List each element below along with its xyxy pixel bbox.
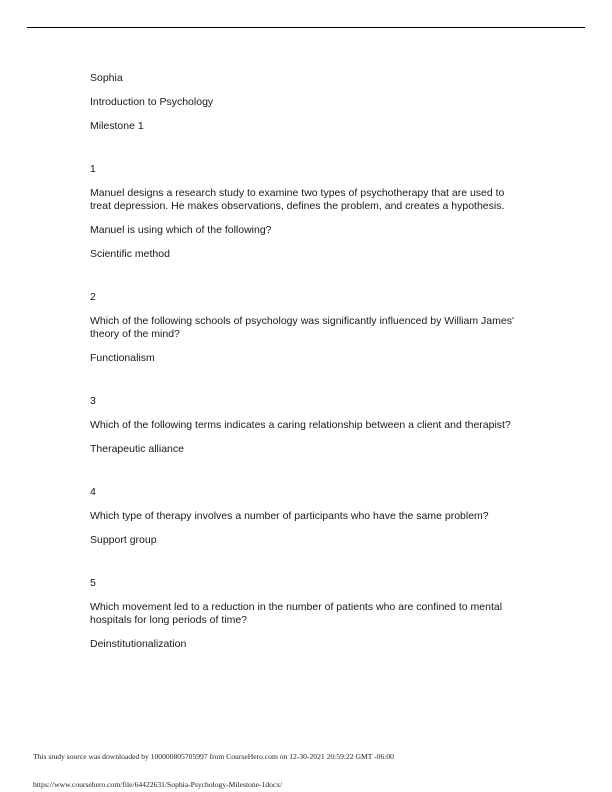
question-prompt: Manuel is using which of the following? bbox=[90, 224, 272, 236]
question-text: Which of the following terms indicates a caring relationship between a client and therapist? bbox=[90, 419, 511, 431]
question-item bbox=[90, 486, 520, 547]
question-text: Which of the following schools of psychology was significantly influenced by William James' theory of the mind? bbox=[90, 315, 514, 340]
top-divider bbox=[27, 27, 585, 28]
question-answer: Support group bbox=[90, 534, 157, 546]
question-item bbox=[90, 577, 520, 651]
question-answer: Functionalism bbox=[90, 352, 155, 364]
student-name: Sophia bbox=[90, 72, 123, 84]
document-body bbox=[90, 72, 520, 651]
question-list bbox=[90, 163, 520, 651]
question-number: 2 bbox=[90, 291, 96, 303]
milestone-title: Milestone 1 bbox=[90, 120, 144, 132]
question-answer: Therapeutic alliance bbox=[90, 443, 184, 455]
source-url-link[interactable]: https://www.coursehero.com/file/64422631/Sophia-Psychology-Milestone-1docx/ bbox=[33, 780, 283, 789]
download-notice: This study source was downloaded by 100000805705997 from CourseHero.com on 12-30-2021 20:59:22 GMT -06:00 bbox=[33, 752, 394, 761]
course-title: Introduction to Psychology bbox=[90, 96, 214, 108]
question-answer: Scientific method bbox=[90, 248, 170, 260]
question-text: Manuel designs a research study to examine two types of psychotherapy that are used to treat depression. He makes observations, defines the problem, and creates a hypothesis. bbox=[90, 187, 505, 212]
question-number: 5 bbox=[90, 577, 96, 589]
question-text: Which type of therapy involves a number of participants who have the same problem? bbox=[90, 510, 489, 522]
question-item bbox=[90, 291, 520, 365]
question-item bbox=[90, 395, 520, 456]
question-item bbox=[90, 163, 520, 261]
question-number: 1 bbox=[90, 163, 96, 175]
question-text: Which movement led to a reduction in the number of patients who are confined to mental hospitals for long periods of time? bbox=[90, 601, 503, 626]
question-answer: Deinstitutionalization bbox=[90, 638, 187, 650]
question-number: 4 bbox=[90, 486, 96, 498]
question-number: 3 bbox=[90, 395, 96, 407]
